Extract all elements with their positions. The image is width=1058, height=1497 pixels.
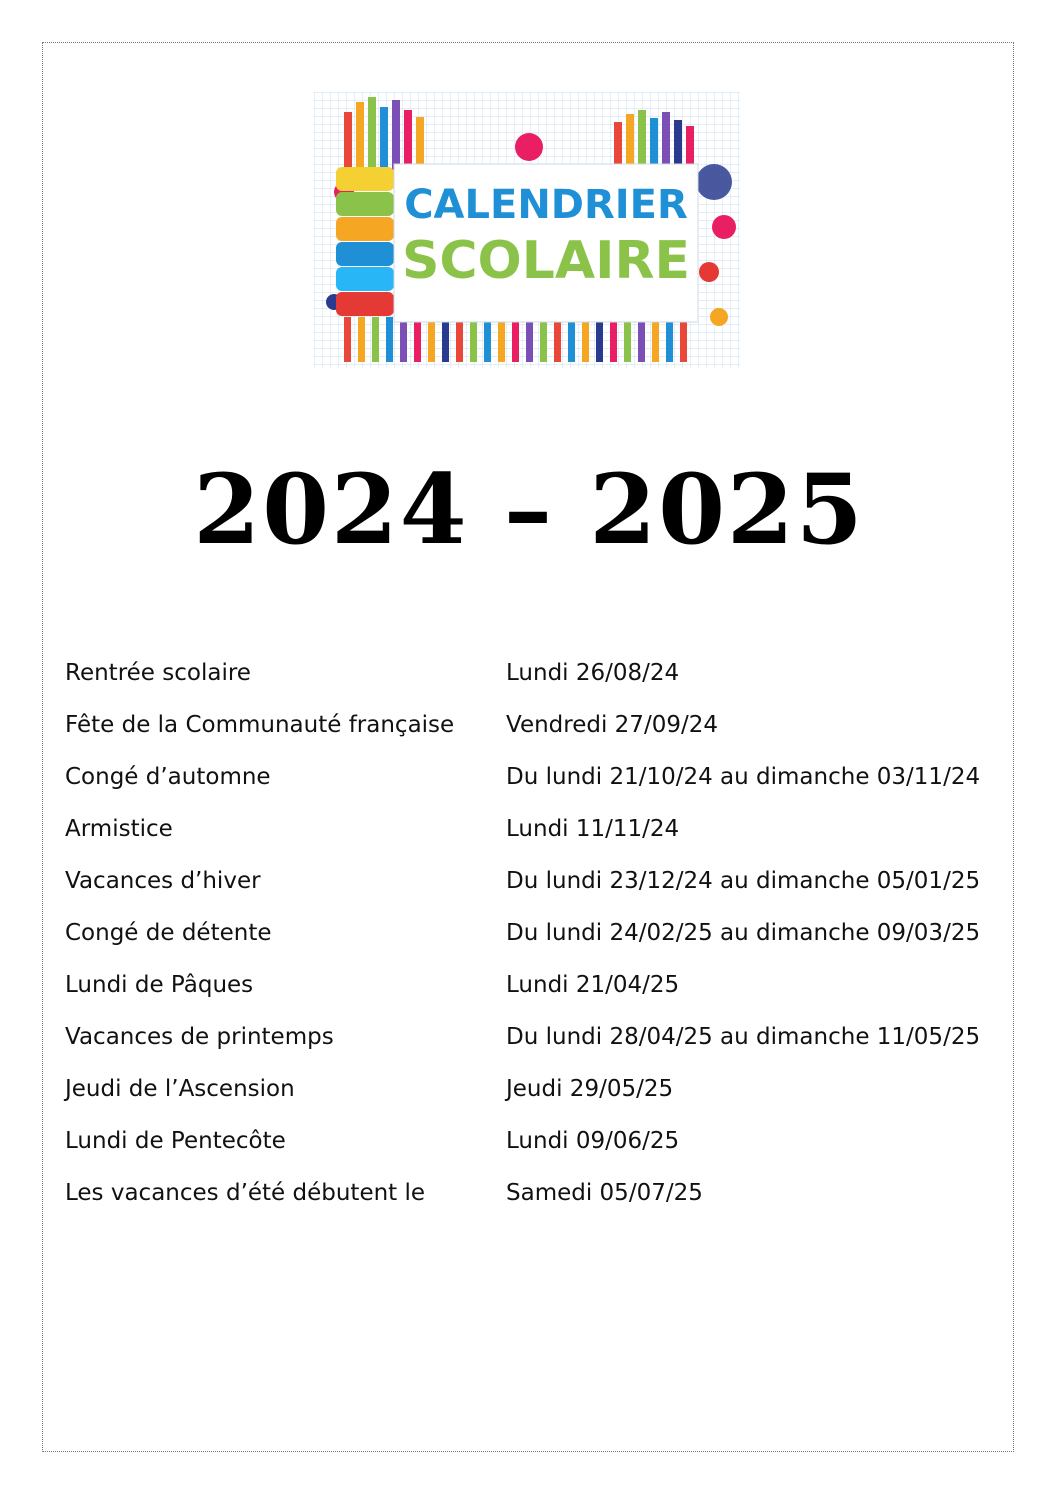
event-date: Jeudi 29/05/25 <box>506 1076 674 1102</box>
school-year-heading: 2024 – 2025 <box>193 453 865 566</box>
event-label: Vacances de printemps <box>65 1024 334 1050</box>
event-row <box>65 907 1015 959</box>
event-date: Lundi 11/11/24 <box>506 816 680 842</box>
event-row <box>65 803 1015 855</box>
event-label: Congé d’automne <box>65 764 271 790</box>
event-row <box>65 959 1015 1011</box>
event-date: Du lundi 28/04/25 au dimanche 11/05/25 <box>506 1024 981 1050</box>
event-date: Vendredi 27/09/24 <box>506 712 718 738</box>
event-row <box>65 751 1015 803</box>
calendar-banner-illustration <box>314 92 740 368</box>
event-row <box>65 855 1015 907</box>
event-date: Du lundi 24/02/25 au dimanche 09/03/25 <box>506 920 981 946</box>
event-label: Fête de la Communauté française <box>65 712 455 738</box>
banner-title-line1: CALENDRIER <box>404 182 688 228</box>
event-row <box>65 1167 1015 1219</box>
event-label: Congé de détente <box>65 920 272 946</box>
event-label: Vacances d’hiver <box>65 868 261 894</box>
calendar-events-list <box>65 647 1015 1219</box>
event-date: Samedi 05/07/25 <box>506 1180 703 1206</box>
banner-title-line2: SCOLAIRE <box>401 231 691 291</box>
event-date: Lundi 21/04/25 <box>506 972 680 998</box>
event-row <box>65 1063 1015 1115</box>
event-row <box>65 699 1015 751</box>
event-date: Lundi 26/08/24 <box>506 660 680 686</box>
event-label: Armistice <box>65 816 173 842</box>
event-date: Du lundi 23/12/24 au dimanche 05/01/25 <box>506 868 981 894</box>
event-date: Lundi 09/06/25 <box>506 1128 680 1154</box>
event-row <box>65 647 1015 699</box>
event-label: Lundi de Pâques <box>65 972 254 998</box>
event-label: Rentrée scolaire <box>65 660 251 686</box>
event-row <box>65 1115 1015 1167</box>
event-label: Lundi de Pentecôte <box>65 1128 286 1154</box>
event-label: Les vacances d’été débutent le <box>65 1180 426 1206</box>
event-date: Du lundi 21/10/24 au dimanche 03/11/24 <box>506 764 981 790</box>
event-label: Jeudi de l’Ascension <box>65 1076 295 1102</box>
event-row <box>65 1011 1015 1063</box>
